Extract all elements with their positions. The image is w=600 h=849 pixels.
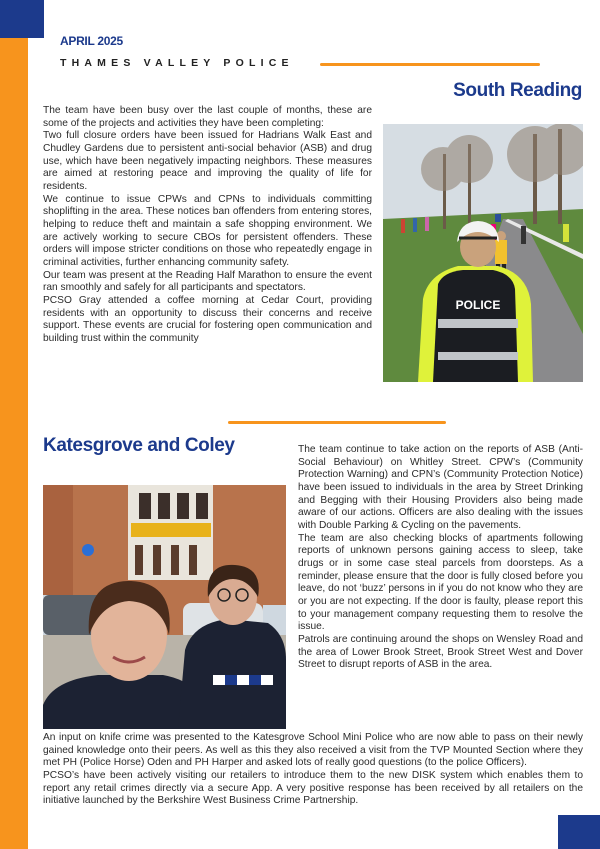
divider-top [320,63,540,66]
organisation-name: THAMES VALLEY POLICE [60,57,294,69]
paragraph: PCSO Gray attended a coffee morning at Cedar Court, providing residents with an opportunity to discuss their concerns and receive support. These events are crucial for fostering open communication and building trust within the community [43,294,372,344]
paragraph: The team are also checking blocks of apartments following reports of unknown persons gaining access to sleep, take drugs or in some case steal parcels from doorsteps. As a reminder, please ensure that the door is fully closed before you leave, do not ‘buzz’ persons in if you do not know who they are or you are not expecting. If the door is faulty, please report this to your management company requesting them to resolve the issue. [298,532,583,633]
paragraph: Two full closure orders have been issued for Hadrians Walk East and Chudley Gardens due to persistent anti-social behavior (ASB) and drug use, which have been negatively impacting neighbors. These measures are aimed at restoring peace and improving the quality of life for residents. [43,130,372,192]
paragraph: The team have been busy over the last couple of months, these are some of the projects and activities they have been completing: [43,105,372,129]
south-reading-text [43,105,372,345]
divider-middle [228,421,446,424]
paragraph: PCSO’s have been actively visiting our retailers to introduce them to the new DISK system which enables them to report any retail crimes directly via a secure App. A very positive response has been received by all retailers on the initiative launched by the Berkshire West Business Crime Partnership. [43,769,583,807]
corner-block-bottom [558,815,600,849]
photo-marathon-officer [383,124,583,382]
paragraph: Patrols are continuing around the shops on Wensley Road and the area of Lower Brook Street, Brook Street West and Dover Street to disrupt reports of ASB in the area. [298,633,583,671]
side-stripe [0,38,28,849]
vest-label: POLICE [455,298,501,312]
katesgrove-text-right [298,444,583,672]
section-title-south-reading: South Reading [453,80,582,101]
corner-block-top [0,0,44,38]
paragraph: The team continue to take action on the reports of ASB (Anti-Social Behaviour) on Whitley Street. CPW’s (Community Protection Warning) and CPN’s (Community Protection Notice) have been issued to individuals in the area by Street Drinking and Begging with their Housing Providers also being made aware of our actions. Officers are also dealing with the issues with Double Parking & Cycling on the pavements. [298,444,583,531]
paragraph: An input on knife crime was presented to the Katesgrove School Mini Police who are now able to pass on their newly gained knowledge onto their peers. As well as this they also received a visit from the TVP Mounted Section where they met PH (Police Horse) Oden and PH Harper and asked lots of really good questions (to the police Officers). [43,732,583,769]
photo-pcso-selfie [43,485,286,729]
katesgrove-text-bottom [43,732,583,808]
section-title-katesgrove: Katesgrove and Coley [43,435,235,456]
paragraph: Our team was present at the Reading Half Marathon to ensure the event ran smoothly and safely for all participants and spectators. [43,269,372,294]
paragraph: We continue to issue CPWs and CPNs to individuals committing shoplifting in the area. These notices ban offenders from entering stores, helping to reduce theft and maintain a safe shopping environment. We are actively working to secure CBOs for persistent offenders. These orders will impose stricter conditions on those who repeatedly engage in criminal activities, further enhancing community safety. [43,193,372,268]
issue-date: APRIL 2025 [60,34,123,48]
